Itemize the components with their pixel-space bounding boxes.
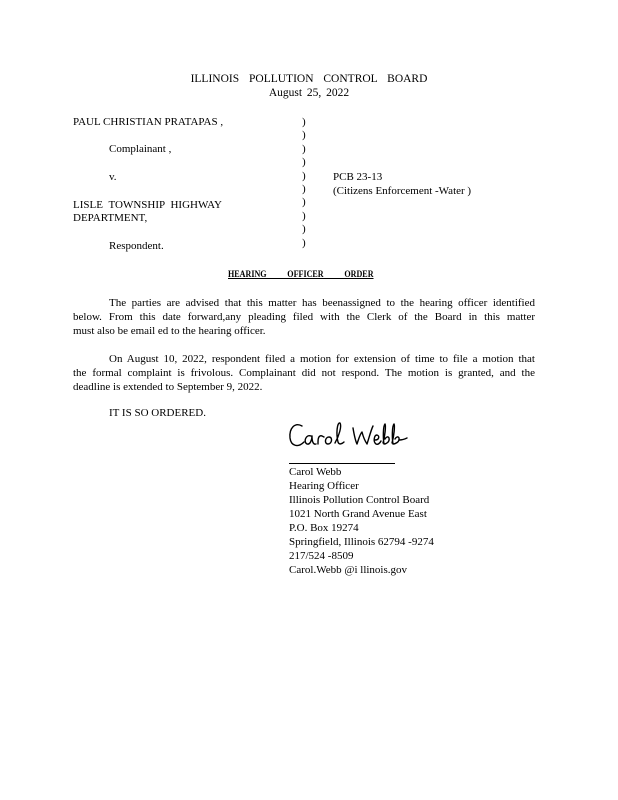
case-number: PCB 23-13 — [333, 171, 383, 183]
officer-email: Carol.Webb @i llinois.gov — [289, 564, 408, 576]
paren: ) — [302, 156, 306, 169]
paragraph-line: deadline is extended to September 9, 2022. — [73, 381, 263, 393]
officer-city: Springfield, Illinois 62794 -9274 — [289, 536, 434, 548]
respondent-name-line1: LISLE TOWNSHIP HIGHWAY — [73, 199, 222, 211]
complainant-name: PAUL CHRISTIAN PRATAPAS , — [73, 116, 224, 128]
signature — [287, 418, 413, 454]
paren: ) — [302, 183, 306, 196]
board-name: ILLINOIS POLLUTION CONTROL BOARD — [190, 73, 428, 85]
paren: ) — [302, 209, 306, 222]
case-type: (Citizens Enforcement -Water ) — [333, 185, 472, 197]
caption-parens — [302, 116, 306, 250]
officer-organization: Illinois Pollution Control Board — [289, 494, 430, 506]
paren: ) — [302, 236, 306, 249]
signature-block — [289, 465, 434, 577]
order-date: August 25, 2022 — [268, 87, 350, 99]
officer-name: Carol Webb — [289, 466, 342, 478]
paragraph-line: below. From this date forward,any pleading filed with the Clerk of the Board in this matter — [73, 311, 535, 323]
officer-title: Hearing Officer — [289, 480, 359, 492]
paragraph-motion — [73, 352, 535, 394]
paren: ) — [302, 169, 306, 182]
order-title: HEARING OFFICER ORDER — [228, 270, 374, 280]
respondent-name-line2: DEPARTMENT, — [73, 212, 148, 224]
closing-statement: IT IS SO ORDERED. — [109, 407, 206, 419]
paren: ) — [302, 116, 306, 128]
complainant-role: Complainant , — [109, 143, 172, 155]
paren: ) — [302, 223, 306, 236]
paragraph-line: The parties are advised that this matter has beenassigned to the hearing officer identified — [109, 297, 535, 309]
paren: ) — [302, 129, 306, 142]
paren: ) — [302, 196, 306, 209]
paragraph-line: On August 10, 2022, respondent filed a motion for extension of time to file a motion that — [109, 353, 535, 365]
paragraph-assignment — [73, 296, 535, 338]
versus: v. — [109, 171, 117, 183]
signature-line — [289, 463, 395, 464]
paren: ) — [302, 142, 306, 155]
officer-po-box: P.O. Box 19274 — [289, 522, 359, 534]
respondent-role: Respondent. — [109, 240, 164, 252]
paragraph-line: the formal complaint is frivolous. Complainant did not respond. The motion is granted, and the — [73, 367, 535, 379]
paragraph-line: must also be email ed to the hearing officer. — [73, 325, 266, 337]
officer-phone: 217/524 -8509 — [289, 550, 354, 562]
officer-address: 1021 North Grand Avenue East — [289, 508, 427, 520]
